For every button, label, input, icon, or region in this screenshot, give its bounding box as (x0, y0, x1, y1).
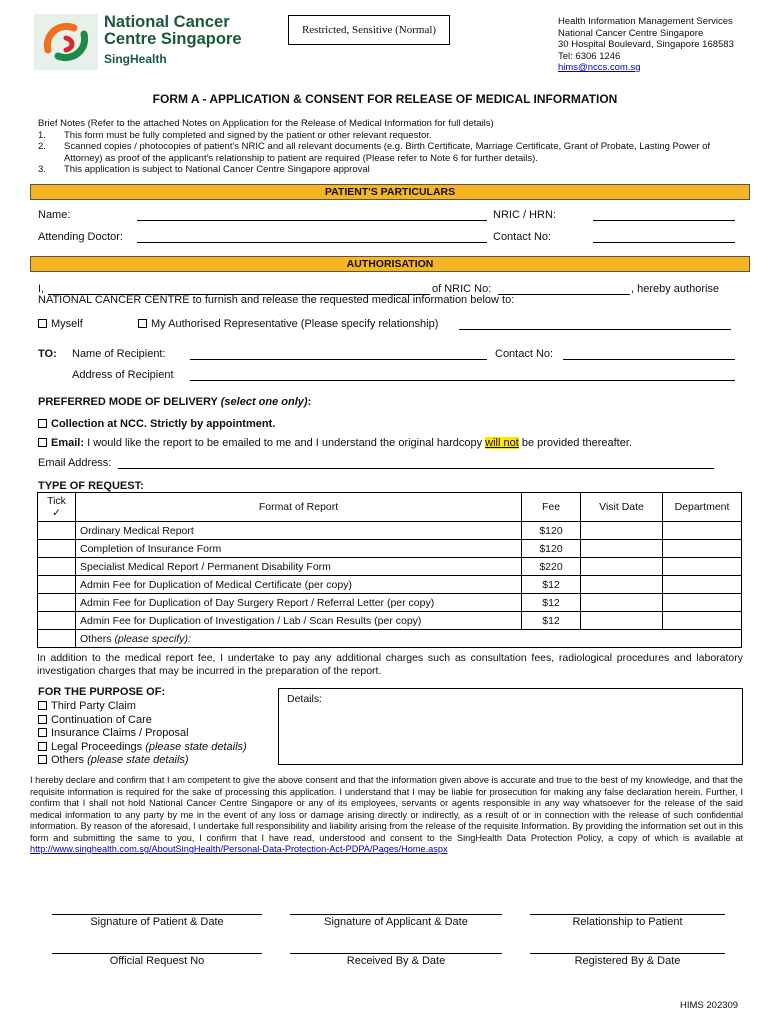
purpose-continuation[interactable]: Continuation of Care (38, 714, 247, 728)
relationship-line[interactable] (530, 914, 725, 915)
tick-cell[interactable] (38, 522, 76, 540)
registered-line[interactable] (530, 953, 725, 954)
fee-header: Fee (522, 493, 581, 522)
relationship-label: Relationship to Patient (572, 916, 683, 928)
visit-date-cell[interactable] (581, 594, 663, 612)
note-item: 1. This form must be fully completed and signed by the patient or other relevant requestor. (38, 129, 432, 141)
email-checkbox[interactable] (38, 438, 47, 447)
hereby-authorise: , hereby authorise (631, 283, 720, 295)
applicant-signature-line[interactable] (290, 914, 502, 915)
received-line[interactable] (290, 953, 502, 954)
i-label: I, (38, 283, 45, 295)
email-link[interactable]: hims@nccs.com.sg (558, 62, 641, 73)
table-row: Admin Fee for Duplication of Investigation / Lab / Scan Results (per copy) $12 (38, 612, 742, 630)
org-group: SingHealth (104, 52, 167, 66)
department-cell[interactable] (663, 558, 742, 576)
patient-signature-line[interactable] (52, 914, 262, 915)
tick-cell[interactable] (38, 630, 76, 648)
org-name: National Cancer Centre Singapore (104, 13, 242, 48)
purpose-third-party[interactable]: Third Party Claim (38, 700, 247, 714)
table-row: Completion of Insurance Form $120 (38, 540, 742, 558)
department-header: Department (663, 493, 742, 522)
purpose-list (38, 700, 247, 768)
to-label: TO: (38, 348, 57, 360)
request-no-label: Official Request No (109, 955, 205, 967)
ncc-logo-icon (34, 14, 98, 70)
visit-date-cell[interactable] (581, 540, 663, 558)
myself-checkbox[interactable] (38, 319, 47, 328)
table-row: Admin Fee for Duplication of Day Surgery Report / Referral Letter (per copy) $12 (38, 594, 742, 612)
tick-mark-icon: ✓ (52, 507, 61, 519)
auth-nric-label: of NRIC No: (432, 283, 492, 295)
tick-cell[interactable] (38, 558, 76, 576)
details-box[interactable]: Details: (278, 688, 743, 765)
purpose-heading: FOR THE PURPOSE OF: (38, 686, 166, 698)
nric-label: NRIC / HRN: (493, 209, 556, 221)
visit-date-cell[interactable] (581, 612, 663, 630)
patient-particulars-heading: PATIENT'S PARTICULARS (30, 184, 750, 200)
recipient-field[interactable] (190, 359, 487, 360)
continuation-checkbox[interactable] (38, 715, 47, 724)
tick-cell[interactable] (38, 540, 76, 558)
myself-option[interactable]: Myself (38, 318, 83, 330)
visit-date-header: Visit Date (581, 493, 663, 522)
tick-cell[interactable] (38, 612, 76, 630)
request-heading: TYPE OF REQUEST: (38, 480, 144, 492)
contact-address: Health Information Management Services National Cancer Centre Singapore 30 Hospital Boulevard, Singapore 168583 Tel: 6306 1246 hims@nccs.com.sg (558, 16, 734, 73)
request-table (37, 492, 742, 648)
note-item: 2. Scanned copies / photocopies of patient's NRIC and all relevant documents (e.g. Birth Certificate, Marriage Certificate, Grant of Probate, Lasting Power of Attorney) as proof of the applicant's relationship to patient are required (Please refer to Note 6 for further details). (38, 141, 711, 164)
insurance-checkbox[interactable] (38, 728, 47, 737)
form-code: HIMS 202309 (680, 1000, 739, 1011)
collection-checkbox[interactable] (38, 419, 47, 428)
visit-date-cell[interactable] (581, 522, 663, 540)
department-cell[interactable] (663, 594, 742, 612)
applicant-signature-label: Signature of Applicant & Date (324, 916, 468, 928)
table-row: Ordinary Medical Report $120 (38, 522, 742, 540)
recipient-label: Name of Recipient: (72, 348, 166, 360)
tick-cell[interactable] (38, 594, 76, 612)
authorisation-heading: AUTHORISATION (30, 256, 750, 272)
table-row: Specialist Medical Report / Permanent Disability Form $220 (38, 558, 742, 576)
collection-option[interactable]: Collection at NCC. Strictly by appointment. (38, 418, 275, 430)
purpose-legal[interactable]: Legal Proceedings (please state details) (38, 741, 247, 755)
table-header (38, 493, 742, 522)
patient-contact-field[interactable] (593, 242, 735, 243)
table-row: Admin Fee for Duplication of Medical Certificate (per copy) $12 (38, 576, 742, 594)
tick-header: Tick ✓ (38, 493, 76, 522)
recipient-contact-field[interactable] (563, 359, 735, 360)
declaration-text: I hereby declare and confirm that I am competent to give the above consent and that the information given above is accurate and true to the best of my knowledge, and that the requisite information is required for the sake of processing this application. I understand that I may be liable for prosecution for making any false declaration herein. Further, I confirm that I shall not hold National Cancer Centre Singapore or any of its employees, servants or agents responsible in any way whatsoever for the release of the said medical information to any party by me in the event of any loss or damage arising directly or indirectly, as a result of or in connection with the release of such confidential information. By reason of the aforesaid, I undertake full responsibility and liability arising from the release of the requisite Information. By providing the information set out in this form and submitting the same to you, I confirm that I have read, understood and consent to the SingHealth Data Protection Policy, a copy of which is available at http://www.singhealth.com.sg/AboutSingHealth/Personal-Data-Protection-Act-PDPA/Pages/Home.aspx (30, 775, 743, 854)
nric-field[interactable] (593, 220, 735, 221)
delivery-heading: PREFERRED MODE OF DELIVERY (select one only): (38, 396, 312, 408)
auth-nric-field[interactable] (498, 294, 630, 295)
others-checkbox[interactable] (38, 755, 47, 764)
received-label: Received By & Date (346, 955, 446, 967)
email-address-label: Email Address: (38, 457, 112, 469)
email-address-field[interactable] (118, 468, 714, 469)
purpose-others[interactable]: Others (please state details) (38, 754, 247, 768)
authorise-line: NATIONAL CANCER CENTRE to furnish and release the requested medical information below to: (38, 294, 515, 306)
purpose-insurance[interactable]: Insurance Claims / Proposal (38, 727, 247, 741)
patient-signature-label: Signature of Patient & Date (90, 916, 224, 928)
visit-date-cell[interactable] (581, 558, 663, 576)
third-party-checkbox[interactable] (38, 701, 47, 710)
note-item: 3. This application is subject to National Cancer Centre Singapore approval (38, 164, 370, 175)
doctor-field[interactable] (137, 242, 487, 243)
brief-notes (38, 118, 744, 176)
tick-cell[interactable] (38, 576, 76, 594)
patient-contact-label: Contact No: (493, 231, 552, 243)
name-label: Name: (38, 209, 71, 221)
department-cell[interactable] (663, 522, 742, 540)
department-cell[interactable] (663, 540, 742, 558)
format-header: Format of Report (76, 493, 522, 522)
name-field[interactable] (137, 220, 487, 221)
form-title: FORM A - APPLICATION & CONSENT FOR RELEASE OF MEDICAL INFORMATION (152, 92, 618, 106)
doctor-label: Attending Doctor: (38, 231, 123, 243)
email-option[interactable]: Email: I would like the report to be emailed to me and I understand the original hardcopy will not be provided thereafter. (38, 437, 632, 449)
legal-checkbox[interactable] (38, 742, 47, 751)
recipient-contact-label: Contact No: (495, 348, 554, 360)
notes-intro: Brief Notes (Refer to the attached Notes on Application for the Release of Medical Information for full details) (38, 118, 494, 129)
recipient-address-field[interactable] (190, 380, 735, 381)
request-no-line[interactable] (52, 953, 262, 954)
classification-box: Restricted, Sensitive (Normal) (288, 15, 450, 45)
recipient-address-label: Address of Recipient (72, 369, 174, 381)
table-row (38, 630, 742, 648)
pdpa-link[interactable]: http://www.singhealth.com.sg/AboutSingHealth/Personal-Data-Protection-Act-PDPA/Pages/Home.aspx (30, 844, 448, 854)
representative-option[interactable]: My Authorised Representative (Please specify relationship) (138, 318, 438, 330)
registered-label: Registered By & Date (574, 955, 681, 967)
additional-charges-text: In addition to the medical report fee, I undertake to pay any additional charges such as consultation fees, radiological procedures and laboratory investigation charges that may be incurred in the preparation of the report. (37, 652, 743, 677)
others-cell[interactable]: Others (please specify): (76, 630, 522, 648)
representative-checkbox[interactable] (138, 319, 147, 328)
department-cell[interactable] (663, 576, 742, 594)
department-cell[interactable] (663, 612, 742, 630)
relationship-field[interactable] (459, 329, 731, 330)
visit-date-cell[interactable] (581, 576, 663, 594)
